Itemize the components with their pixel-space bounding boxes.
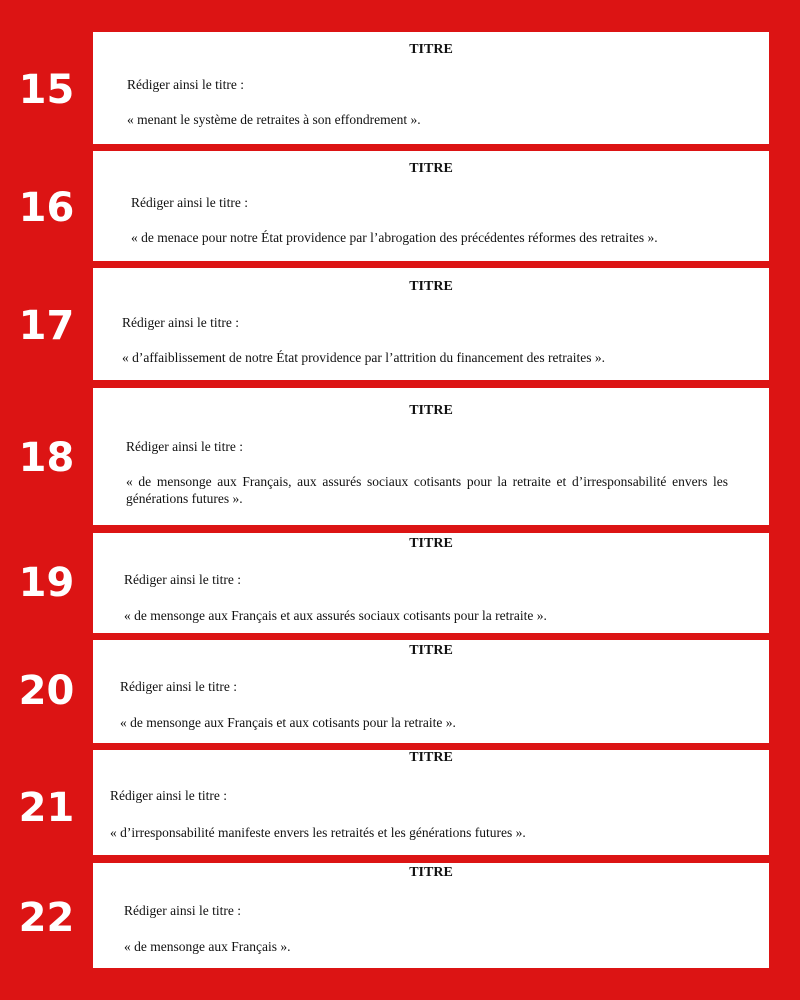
amendment-card [93, 863, 769, 968]
amendment-number: 21 [18, 785, 75, 831]
amendment-card [93, 268, 769, 380]
card-heading: TITRE [409, 161, 453, 176]
card-heading: TITRE [409, 536, 453, 551]
card-heading: TITRE [409, 643, 453, 658]
card-heading: TITRE [409, 42, 453, 57]
card-instruction: Rédiger ainsi le titre : [110, 788, 227, 803]
amendment-number: 16 [18, 185, 75, 231]
amendment-card [93, 32, 769, 144]
card-instruction: Rédiger ainsi le titre : [131, 195, 248, 210]
card-instruction: Rédiger ainsi le titre : [124, 903, 241, 918]
amendment-number: 17 [18, 303, 75, 349]
card-instruction: Rédiger ainsi le titre : [126, 439, 243, 454]
card-instruction: Rédiger ainsi le titre : [127, 77, 244, 92]
card-text: « de mensonge aux Français et aux cotisants pour la retraite ». [120, 715, 456, 730]
amendment-card [93, 640, 769, 743]
card-text: « d’affaiblissement de notre État providence par l’attrition du financement des retraites ». [122, 350, 605, 365]
amendment-number: 18 [18, 435, 75, 481]
card-heading: TITRE [409, 750, 453, 765]
amendment-number: 19 [18, 560, 75, 606]
amendment-number: 15 [18, 67, 75, 113]
card-heading: TITRE [409, 865, 453, 880]
card-text: « d’irresponsabilité manifeste envers les retraités et les générations futures ». [110, 825, 526, 840]
amendment-card [93, 151, 769, 261]
card-text: « de mensonge aux Français ». [124, 939, 291, 954]
card-heading: TITRE [409, 279, 453, 294]
card-text: « de menace pour notre État providence par l’abrogation des précédentes réformes des retraites ». [131, 230, 658, 245]
card-instruction: Rédiger ainsi le titre : [124, 572, 241, 587]
amendment-card [93, 750, 769, 855]
card-text: « de mensonge aux Français et aux assurés sociaux cotisants pour la retraite ». [124, 608, 547, 623]
card-text: « de mensonge aux Français, aux assurés sociaux cotisants pour la retraite et d’irresponsabilité envers les générations futures ». [126, 474, 728, 506]
amendment-card [93, 533, 769, 633]
amendment-card [93, 388, 769, 525]
card-instruction: Rédiger ainsi le titre : [120, 679, 237, 694]
amendment-number: 20 [18, 668, 75, 714]
amendment-number: 22 [18, 895, 75, 941]
card-instruction: Rédiger ainsi le titre : [122, 315, 239, 330]
card-text: « menant le système de retraites à son effondrement ». [127, 112, 421, 127]
card-heading: TITRE [409, 403, 453, 418]
